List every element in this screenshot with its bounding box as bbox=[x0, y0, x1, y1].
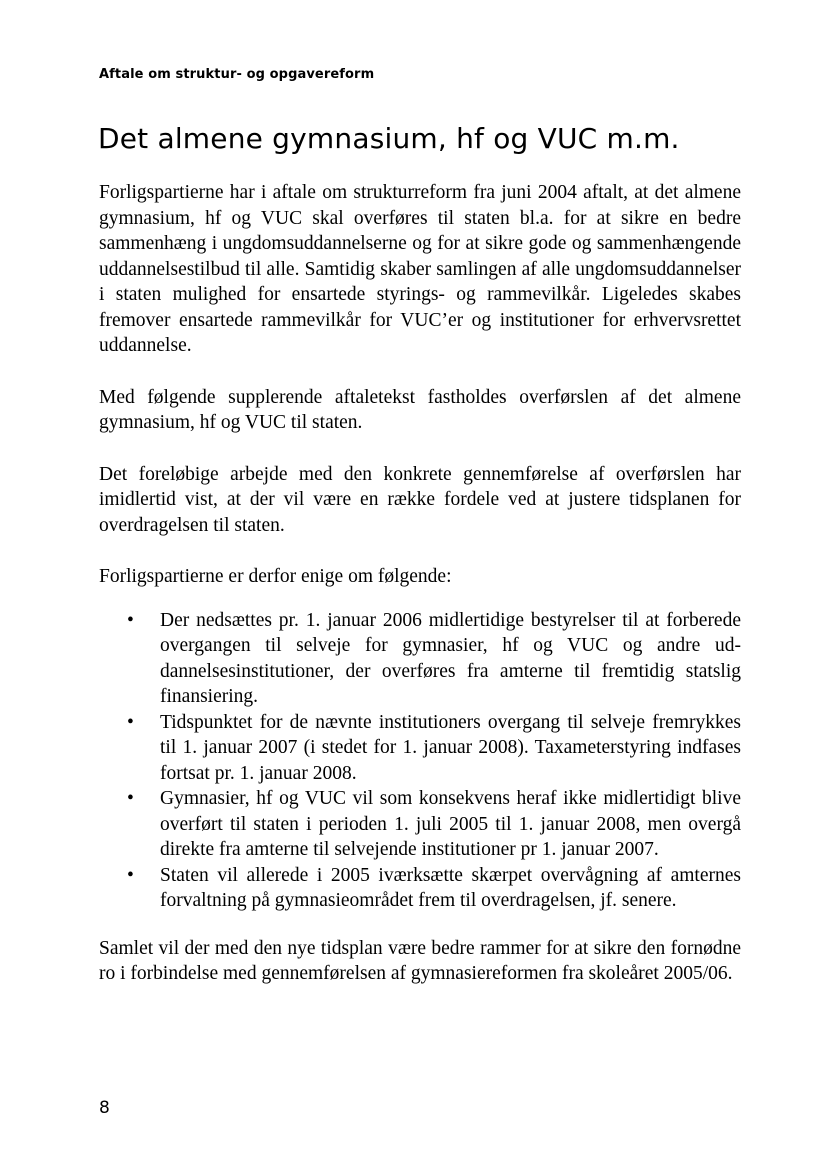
list-item-text: Der nedsættes pr. 1. januar 2006 midlertidige bestyrelser til at forberede overgangen til selveje for gymnasier, hf og VUC og andre uddannelsesinstitutioner, der overføres fra amterne til fremtidig statslig finansiering. bbox=[160, 609, 741, 707]
list-item-text: Staten vil allerede i 2005 iværksætte skærpet overvågning af amternes forvaltning på gymnasieområdet frem til overdragelsen, jf. senere. bbox=[160, 864, 741, 911]
bullet-icon: • bbox=[127, 609, 134, 631]
bullet-icon: • bbox=[127, 788, 134, 809]
list-item bbox=[99, 863, 741, 914]
paragraph-supplement: Med følgende supplerende aftaletekst fastholdes overførslen af det almene gymnasium, hf og VUC til staten. bbox=[99, 386, 741, 433]
list-item-text: Tidspunktet for de nævnte institutioners overgang til selveje fremrykkes til 1. januar 2007 (i stedet for 1. januar 2008). Taxameterstyring indfases fortsat pr. 1. januar 2008. bbox=[160, 711, 741, 784]
bullet-icon: • bbox=[127, 711, 134, 733]
list-item bbox=[99, 786, 741, 863]
paragraph-intro: Forligspartierne har i aftale om strukturreform fra juni 2004 aftalt, at det almene gymnasium, hf og VUC skal overføres til staten bl.a. for at sikre en bedre sammenhæng i ungdomsuddannelserne og for at sikre gode og sammenhængende uddannelsestilbud til alle. Samtidig skaber samlingen af alle ungdomsuddannelser i staten mulighed for ensartede styrings- og rammevilkår. Ligeledes skabes fremover ensartede rammevilkår for VUC’er og institutioner for erhvervsrettet uddannelse. bbox=[99, 182, 741, 356]
agreement-bullet-list bbox=[99, 608, 741, 914]
page-title: Det almene gymnasium, hf og VUC m.m. bbox=[98, 122, 680, 155]
paragraph-closing: Samlet vil der med den nye tidsplan være bedre rammer for at sikre den fornødne ro i forbindelse med gennemførelsen af gymnasiereformen fra skoleåret 2005/06. bbox=[99, 937, 741, 984]
running-header: Aftale om struktur- og opgavereform bbox=[99, 67, 375, 82]
list-item-text: Gymnasier, hf og VUC vil som konsekvens heraf ikke midlertidigt blive overført til staten i perioden 1. juli 2005 til 1. januar 2008, men overgå direkte fra amterne til selvejende institutioner pr 1. januar 2007. bbox=[160, 788, 741, 860]
paragraph-agreement-lead: Forligspartierne er derfor enige om følgende: bbox=[99, 566, 452, 587]
list-item bbox=[99, 710, 741, 787]
paragraph-timeline: Det foreløbige arbejde med den konkrete gennemførelse af overførslen har imidlertid vist, at der vil være en række fordele ved at justere tidsplanen for overdragelsen til staten. bbox=[99, 463, 741, 536]
list-item bbox=[99, 608, 741, 710]
page-number: 8 bbox=[99, 1098, 110, 1118]
document-body bbox=[99, 180, 741, 1013]
bullet-icon: • bbox=[127, 864, 134, 886]
